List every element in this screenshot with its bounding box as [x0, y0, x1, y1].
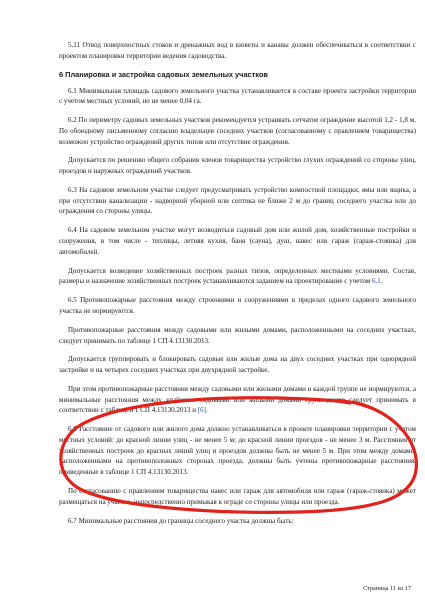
paragraph-6-5: 6.5 Противопожарные расстояния между строениями и сооружениями в пределах одного садового земельного участка не нормируются. [59, 296, 416, 315]
paragraph-6-7: 6.7 Минимальные расстояния до границы соседнего участка должны быть: [68, 516, 294, 525]
trailing-dot: . [380, 277, 383, 286]
paragraph-6-4-continued-text: Допускается возведение хозяйственных построек разных типов, определенных местными условиями. Состав, размеры и назначение хозяйственных построек устанавливаются заданием на проектирование с учетом [59, 266, 416, 286]
paragraph-6-3: 6.3 На садовом земельном участке следует предусматривать устройство компостной площадки, ямы или ящика, а при отсутствии канализации - надворной уборной или септика не ближе 2 м до границ соседнего участка или до ограждения со стороны улицы. [59, 186, 416, 216]
paragraph-6-2: 6.2 По периметру садовых земельных участков рекомендуется устраивать сетчатое ограждение высотой 1,2 - 1,8 м. По обоюдному письменному согласию владельцев соседних участков (согласованному с правлением товарищества) возможно устройство ограждений других типов или отсутствие ограждения. [59, 116, 416, 146]
paragraph-6-4-continued [59, 266, 416, 287]
paragraph-6-6-b: По согласованию с правлением товарищества навес или гараж для автомобиля или гараж (гараж-стоянка) может размещаться на участке, непосредственно примыкая к ограде со стороны улицы или проезда. [59, 487, 416, 506]
document-body [59, 40, 416, 535]
paragraph-6-5-b: Противопожарные расстояния между садовыми или жилыми домами, расположенными на соседних участках, следует принимать по таблице 1 СП 4.13130.2013. [59, 325, 416, 345]
page-number: Страница 11 из 17 [363, 585, 411, 592]
paragraph-6-5-d-text: При этом противопожарные расстояния между садовыми или жилыми домами в каждой группе не нормируются, а минимальные расстояния между крайними садовыми или жилыми домами групп домов следует принимать в соответствии с таблицей 1 СП 4.13130.2013 и [59, 385, 416, 415]
paragraph-6-5-c: Допускается группировать и блокировать садовые или жилые дома на двух соседних участках при однорядной застройке и на четырех соседних участках при двухрядной застройке. [59, 355, 416, 375]
link-6-1[interactable]: 6.1 [371, 277, 381, 286]
paragraph-5-11: 5.11 Отвод поверхностных стоков и дренажных вод в кюветы и канавы должен обеспечиваться в соответствии с проектом планировки территории ведения садоводства. [59, 41, 416, 60]
trailing-dot-2: . [206, 406, 208, 415]
section-heading: 6 Планировка и застройка садовых земельных участков [59, 69, 268, 79]
paragraph-6-5-d [59, 384, 416, 416]
paragraph-6-1: 6.1 Минимальная площадь садового земельного участка устанавливается в составе проекта застройки территории с учетом местных условий, но не менее 0,04 га. [59, 86, 416, 106]
paragraph-6-2-continued: Допускается по решению общего собрания членов товарищества устройство глухих ограждений со стороны улиц, проездов и наружных ограждений участков. [59, 156, 416, 176]
paragraph-6-6: 6.6 Расстояние от садового или жилого дома должно устанавливаться в проекте планировки территории с учетом местных условий: до красной линии улиц - не менее 5 м; до красной линии проездов - не менее 3 м. Расстояния от хозяйственных построек до красных линий улиц и проездов должны быть не менее 5 м. При этом между домами, расположенными на противоположных сторонах проезда, должны быть учтены противопожарные расстояния, приведенные в таблице 1 СП 4.13130.2013. [59, 425, 416, 477]
link-ref-6[interactable]: [6] [197, 406, 206, 415]
paragraph-6-4: 6.4 На садовом земельном участке могут возводиться садовый дом или жилой дом, хозяйственные постройки и сооружения, в том числе - теплицы, летняя кухня, баня (сауна), душ, навес или гараж (гараж-стоянка) для автомобилей. [59, 226, 416, 256]
